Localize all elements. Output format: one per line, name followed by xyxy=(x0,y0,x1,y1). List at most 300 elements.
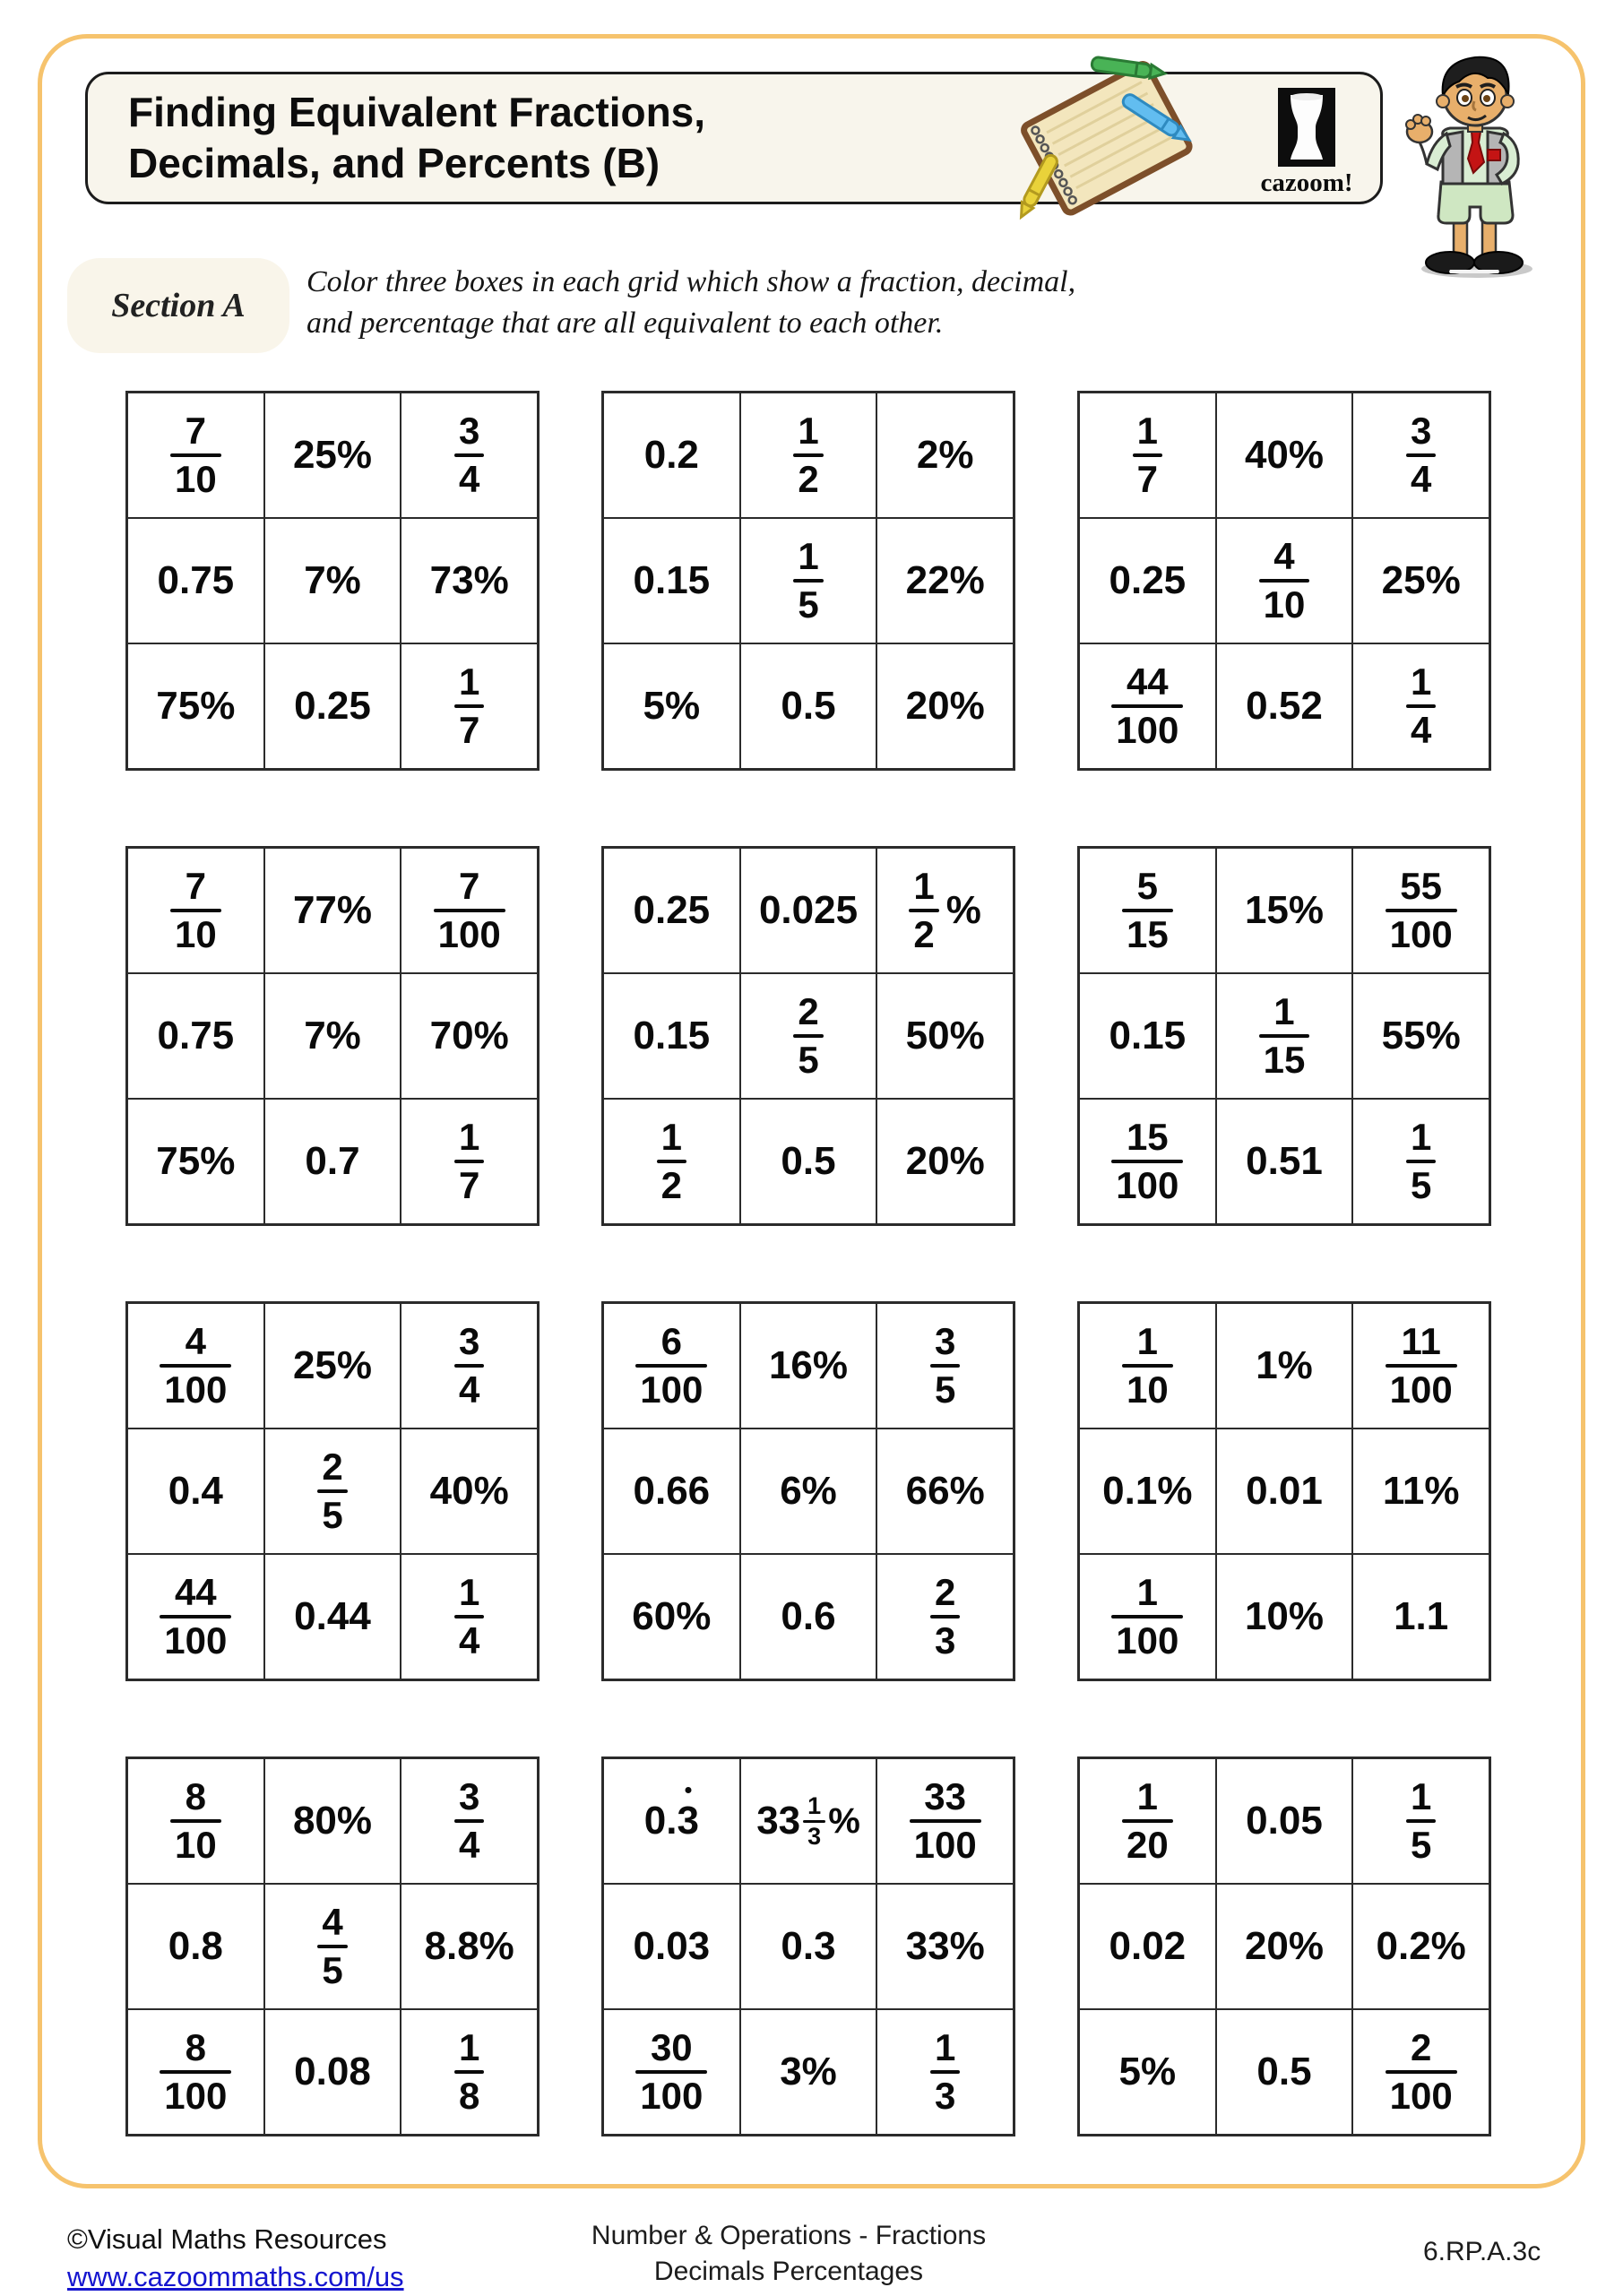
fraction xyxy=(170,411,221,499)
fraction-numerator: 1 xyxy=(807,1791,822,1819)
cell-value: 0.05 xyxy=(1246,1799,1323,1843)
grid-9-cell-7[interactable] xyxy=(1079,1554,1216,1679)
fraction xyxy=(454,2025,484,2117)
fraction xyxy=(803,1791,825,1850)
fraction-numerator: 2 xyxy=(798,989,819,1032)
grid-4-cell-7[interactable] xyxy=(127,1099,264,1224)
grid-4-cell-3[interactable] xyxy=(401,848,538,973)
grid-2-cell-8[interactable] xyxy=(740,643,877,769)
fraction xyxy=(454,1115,484,1206)
grid-5-cell-3[interactable] xyxy=(876,848,1014,973)
fraction-denominator: 7 xyxy=(1136,458,1158,500)
cell-value: 11% xyxy=(1382,1469,1460,1513)
grid-9-cell-8[interactable] xyxy=(1216,1554,1353,1679)
grid-9-cell-2[interactable] xyxy=(1216,1303,1353,1429)
fraction-with-suffix xyxy=(909,864,981,955)
cell-value: 0.025 xyxy=(758,888,859,932)
grid-6-cell-6[interactable] xyxy=(1352,973,1489,1099)
cell-value: 0.6 xyxy=(781,1594,836,1638)
footer-topic xyxy=(520,2218,1058,2290)
fraction xyxy=(434,864,505,955)
equivalence-grid-7 xyxy=(125,1301,540,1681)
fraction-denominator: 5 xyxy=(934,1368,956,1411)
cell-value: 40% xyxy=(429,1469,509,1513)
equivalence-grid-2 xyxy=(601,391,1015,771)
section-a-box xyxy=(67,258,289,353)
fraction-bar xyxy=(635,1364,707,1368)
cell-value: 0.51 xyxy=(1246,1139,1323,1183)
cell-value: 5% xyxy=(643,684,701,728)
notebook-icon xyxy=(1022,62,1191,214)
fraction xyxy=(317,1900,347,1991)
cell-value: 0.25 xyxy=(1109,558,1187,602)
fraction-bar xyxy=(454,1364,484,1368)
fraction-denominator: 100 xyxy=(164,1368,228,1411)
fraction-denominator: 5 xyxy=(1410,1824,1432,1866)
fraction xyxy=(793,989,823,1081)
cell-value: 22% xyxy=(905,558,985,602)
title-line-1: Finding Equivalent Fractions, xyxy=(128,89,706,135)
fraction-numerator: 1 xyxy=(1136,409,1158,452)
fraction xyxy=(160,1319,231,1411)
fraction-denominator: 10 xyxy=(174,458,217,500)
cell-value: 0.5 xyxy=(781,684,836,728)
cell-value: 40% xyxy=(1244,433,1325,477)
grid-6-cell-3[interactable] xyxy=(1352,848,1489,973)
grid-1-cell-4[interactable] xyxy=(127,518,264,643)
recurring-digit: 3 xyxy=(677,1799,698,1843)
fraction xyxy=(909,864,938,955)
cell-value: 60% xyxy=(632,1594,712,1638)
fraction-numerator: 1 xyxy=(1136,1570,1158,1613)
cell-value: 15% xyxy=(1244,888,1325,932)
cell-value: 0.4 xyxy=(168,1469,223,1513)
fraction xyxy=(1406,411,1436,499)
grid-7-cell-8[interactable] xyxy=(264,1554,401,1679)
fraction-numerator: 44 xyxy=(174,1570,217,1613)
fraction-bar xyxy=(1406,704,1436,708)
fraction xyxy=(1386,1319,1457,1411)
grid-1-cell-6[interactable] xyxy=(401,518,538,643)
fraction-numerator: 1 xyxy=(1136,1774,1158,1817)
grid-2-cell-3[interactable] xyxy=(876,393,1014,518)
grid-7-cell-4[interactable] xyxy=(127,1429,264,1554)
fraction xyxy=(1133,411,1162,499)
fraction-bar xyxy=(930,1615,960,1618)
fraction-numerator: 1 xyxy=(1273,989,1295,1032)
fraction-numerator: 44 xyxy=(1126,660,1169,703)
fraction-denominator: 7 xyxy=(458,1164,480,1206)
cell-value: 1.1 xyxy=(1394,1594,1449,1638)
fraction-numerator: 1 xyxy=(798,409,819,452)
grid-10-cell-4[interactable] xyxy=(127,1884,264,2009)
cell-value: 5% xyxy=(1118,2050,1177,2093)
grid-4-cell-8[interactable] xyxy=(264,1099,401,1224)
cell-value: 0.44 xyxy=(294,1594,371,1638)
cell-value: 16% xyxy=(768,1343,849,1387)
grid-7-cell-3[interactable] xyxy=(401,1303,538,1429)
percent-sign: % xyxy=(828,1800,860,1841)
grid-7-cell-2[interactable] xyxy=(264,1303,401,1429)
fraction-bar xyxy=(793,453,823,457)
grid-4-cell-2[interactable] xyxy=(264,848,401,973)
fraction-numerator: 30 xyxy=(650,2025,693,2068)
fraction xyxy=(930,1319,960,1411)
fraction-numerator: 2 xyxy=(322,1445,343,1488)
grid-10-cell-8[interactable] xyxy=(264,2009,401,2135)
grid-5-cell-1[interactable] xyxy=(603,848,740,973)
mixed-number xyxy=(756,1791,860,1850)
grid-8-cell-7[interactable] xyxy=(603,1554,740,1679)
cell-value: 0.15 xyxy=(1109,1014,1187,1057)
fraction-bar xyxy=(454,1819,484,1823)
fraction-numerator: 55 xyxy=(1400,864,1443,907)
fraction xyxy=(454,1774,484,1866)
grid-10-cell-5[interactable] xyxy=(264,1884,401,2009)
fraction-numerator: 3 xyxy=(458,1319,480,1362)
grid-8-cell-8[interactable] xyxy=(740,1554,877,1679)
grid-2-cell-7[interactable] xyxy=(603,643,740,769)
cell-value: 0.25 xyxy=(633,888,711,932)
grid-5-cell-7[interactable] xyxy=(603,1099,740,1224)
grid-5-cell-8[interactable] xyxy=(740,1099,877,1224)
grid-9-cell-4[interactable] xyxy=(1079,1429,1216,1554)
grid-3-cell-7[interactable] xyxy=(1079,643,1216,769)
fraction xyxy=(657,1115,686,1206)
grid-6-cell-5[interactable] xyxy=(1216,973,1353,1099)
grid-8-cell-3[interactable] xyxy=(876,1303,1014,1429)
grid-3-cell-5[interactable] xyxy=(1216,518,1353,643)
grid-11-cell-6[interactable] xyxy=(876,1884,1014,2009)
fraction-numerator: 1 xyxy=(798,534,819,577)
cell-value: 75% xyxy=(156,684,236,728)
fraction-denominator: 100 xyxy=(913,1824,977,1866)
grid-9-cell-6[interactable] xyxy=(1352,1429,1489,1554)
grid-5-cell-6[interactable] xyxy=(876,973,1014,1099)
fraction-denominator: 4 xyxy=(458,1619,480,1662)
section-label: Section A xyxy=(111,287,246,324)
grid-9-cell-1[interactable] xyxy=(1079,1303,1216,1429)
fraction xyxy=(793,411,823,499)
cell-value: 6% xyxy=(780,1469,837,1513)
grid-8-cell-5[interactable] xyxy=(740,1429,877,1554)
grid-5-cell-9[interactable] xyxy=(876,1099,1014,1224)
fraction-numerator: 15 xyxy=(1126,1115,1169,1158)
topic-line-2: Decimals Percentages xyxy=(653,2257,924,2286)
grid-12-cell-2[interactable] xyxy=(1216,1758,1353,1884)
cell-value: 73% xyxy=(429,558,509,602)
fraction-denominator: 15 xyxy=(1126,913,1169,955)
cell-value: 33% xyxy=(905,1924,985,1968)
grid-3-cell-6[interactable] xyxy=(1352,518,1489,643)
grid-11-cell-5[interactable] xyxy=(740,1884,877,2009)
grid-4-cell-1[interactable] xyxy=(127,848,264,973)
title-line-2: Decimals, and Percents (B) xyxy=(128,140,660,186)
fraction-bar xyxy=(1386,1364,1457,1368)
fraction-numerator: 8 xyxy=(185,1774,206,1817)
grid-2-cell-4[interactable] xyxy=(603,518,740,643)
fraction-denominator: 5 xyxy=(322,1949,343,1991)
fraction-denominator: 5 xyxy=(798,583,819,626)
grid-5-cell-5[interactable] xyxy=(740,973,877,1099)
fraction-bar xyxy=(1406,453,1436,457)
grid-11-cell-1[interactable] xyxy=(603,1758,740,1884)
fraction xyxy=(1386,864,1457,955)
grid-8-cell-9[interactable] xyxy=(876,1554,1014,1679)
grid-12-cell-5[interactable] xyxy=(1216,1884,1353,2009)
equivalence-grid-3 xyxy=(1077,391,1491,771)
fraction-bar xyxy=(793,579,823,583)
grid-11-cell-3[interactable] xyxy=(876,1758,1014,1884)
recurring-dot xyxy=(685,1787,691,1793)
cell-value: 20% xyxy=(1244,1924,1325,1968)
instruction-text xyxy=(306,262,1310,344)
grid-1-cell-5[interactable] xyxy=(264,518,401,643)
fraction-numerator: 5 xyxy=(1136,864,1158,907)
grid-5-cell-2[interactable] xyxy=(740,848,877,973)
fraction-numerator: 3 xyxy=(1410,409,1432,452)
grid-8-cell-4[interactable] xyxy=(603,1429,740,1554)
fraction xyxy=(930,2025,960,2117)
cell-value: 0.5 xyxy=(781,1139,836,1183)
grid-1-cell-1[interactable] xyxy=(127,393,264,518)
grid-1-cell-2[interactable] xyxy=(264,393,401,518)
grid-8-cell-6[interactable] xyxy=(876,1429,1014,1554)
grid-6-cell-9[interactable] xyxy=(1352,1099,1489,1224)
fraction-denominator: 15 xyxy=(1263,1039,1306,1081)
cell-value: 0.5 xyxy=(1256,2050,1312,2093)
grid-11-cell-4[interactable] xyxy=(603,1884,740,2009)
fraction xyxy=(930,1570,960,1662)
grid-2-cell-9[interactable] xyxy=(876,643,1014,769)
grid-6-cell-2[interactable] xyxy=(1216,848,1353,973)
mixed-whole: 33 xyxy=(756,1799,801,1843)
fraction-numerator: 3 xyxy=(458,1774,480,1817)
fraction-bar xyxy=(170,1819,221,1823)
grid-8-cell-1[interactable] xyxy=(603,1303,740,1429)
grid-6-cell-7[interactable] xyxy=(1079,1099,1216,1224)
fraction-denominator: 8 xyxy=(458,2075,480,2117)
fraction-bar xyxy=(1111,1615,1183,1618)
grid-6-cell-8[interactable] xyxy=(1216,1099,1353,1224)
fraction-numerator: 3 xyxy=(934,1319,956,1362)
fraction-denominator: 3 xyxy=(807,1822,822,1850)
fraction-bar xyxy=(170,909,221,912)
fraction-denominator: 20 xyxy=(1126,1824,1169,1866)
grid-2-cell-2[interactable] xyxy=(740,393,877,518)
worksheet-title xyxy=(128,87,705,189)
equivalence-grid-1 xyxy=(125,391,540,771)
cell-value: 25% xyxy=(292,1343,373,1387)
equivalence-grid-11 xyxy=(601,1757,1015,2136)
fraction-bar xyxy=(160,1615,231,1618)
grid-6-cell-4[interactable] xyxy=(1079,973,1216,1099)
grid-10-cell-7[interactable] xyxy=(127,2009,264,2135)
grid-7-cell-5[interactable] xyxy=(264,1429,401,1554)
grid-3-cell-4[interactable] xyxy=(1079,518,1216,643)
fraction xyxy=(170,1774,221,1866)
cell-value: 50% xyxy=(905,1014,985,1057)
copyright-text: ©Visual Maths Resources xyxy=(67,2223,387,2255)
grid-7-cell-1[interactable] xyxy=(127,1303,264,1429)
fraction-numerator: 33 xyxy=(924,1774,967,1817)
fraction-bar xyxy=(1259,1034,1310,1038)
cell-value: 0.52 xyxy=(1246,684,1323,728)
grid-9-cell-5[interactable] xyxy=(1216,1429,1353,1554)
fraction-bar xyxy=(454,1160,484,1163)
fraction-numerator: 8 xyxy=(185,2025,206,2068)
fraction-denominator: 100 xyxy=(1389,1368,1453,1411)
fraction xyxy=(793,534,823,626)
grid-11-cell-7[interactable] xyxy=(603,2009,740,2135)
grid-12-cell-3[interactable] xyxy=(1352,1758,1489,1884)
fraction-numerator: 1 xyxy=(913,864,935,907)
fraction-bar xyxy=(454,453,484,457)
grid-10-cell-1[interactable] xyxy=(127,1758,264,1884)
notebook-illustration xyxy=(1002,43,1217,222)
fraction-bar xyxy=(1111,704,1183,708)
fraction-bar xyxy=(793,1034,823,1038)
topic-line-1: Number & Operations - Fractions xyxy=(591,2221,987,2250)
grid-4-cell-6[interactable] xyxy=(401,973,538,1099)
grid-1-cell-8[interactable] xyxy=(264,643,401,769)
grid-7-cell-9[interactable] xyxy=(401,1554,538,1679)
fraction-bar xyxy=(909,909,938,912)
grid-5-cell-4[interactable] xyxy=(603,973,740,1099)
cell-value: 0.02 xyxy=(1109,1924,1187,1968)
fraction xyxy=(635,2025,707,2117)
grid-12-cell-8[interactable] xyxy=(1216,2009,1353,2135)
fraction-denominator: 100 xyxy=(1116,1164,1179,1206)
fraction-bar xyxy=(317,1489,347,1493)
cell-value: 0.75 xyxy=(157,1014,235,1057)
recurring-decimal: 0.3 xyxy=(644,1799,699,1843)
grid-9-cell-9[interactable] xyxy=(1352,1554,1489,1679)
grid-4-cell-5[interactable] xyxy=(264,973,401,1099)
fraction-denominator: 2 xyxy=(660,1164,682,1206)
grid-8-cell-2[interactable] xyxy=(740,1303,877,1429)
grid-12-cell-1[interactable] xyxy=(1079,1758,1216,1884)
fraction-bar xyxy=(1133,453,1162,457)
website-link[interactable]: www.cazoommaths.com/us xyxy=(67,2261,404,2292)
fraction-numerator: 1 xyxy=(458,1570,480,1613)
fraction-numerator: 1 xyxy=(1410,660,1432,703)
equivalence-grid-4 xyxy=(125,846,540,1226)
fraction-denominator: 7 xyxy=(458,709,480,751)
grid-12-cell-9[interactable] xyxy=(1352,2009,1489,2135)
grid-2-cell-6[interactable] xyxy=(876,518,1014,643)
cell-value: 0.25 xyxy=(294,684,371,728)
fraction xyxy=(1406,1115,1436,1206)
grid-10-cell-2[interactable] xyxy=(264,1758,401,1884)
fraction-numerator: 7 xyxy=(458,864,480,907)
grid-2-cell-1[interactable] xyxy=(603,393,740,518)
cell-value: 0.2% xyxy=(1376,1924,1466,1968)
fraction xyxy=(1259,989,1310,1081)
fraction-numerator: 1 xyxy=(660,1115,682,1158)
cell-value: 0.01 xyxy=(1246,1469,1323,1513)
fraction-bar xyxy=(434,909,505,912)
grid-11-cell-8[interactable] xyxy=(740,2009,877,2135)
fraction-numerator: 1 xyxy=(1410,1774,1432,1817)
instruction-line-1: Color three boxes in each grid which show a fraction, decimal, xyxy=(306,265,1076,298)
fraction-denominator: 100 xyxy=(640,2075,704,2117)
fraction-bar xyxy=(170,453,221,457)
grid-7-cell-6[interactable] xyxy=(401,1429,538,1554)
grid-1-cell-7[interactable] xyxy=(127,643,264,769)
grid-10-cell-6[interactable] xyxy=(401,1884,538,2009)
fraction xyxy=(454,1570,484,1662)
cell-value: 7% xyxy=(304,558,361,602)
grid-10-cell-9[interactable] xyxy=(401,2009,538,2135)
grid-12-cell-4[interactable] xyxy=(1079,1884,1216,2009)
grid-7-cell-7[interactable] xyxy=(127,1554,264,1679)
fraction-bar xyxy=(930,2070,960,2074)
grid-11-cell-9[interactable] xyxy=(876,2009,1014,2135)
fraction xyxy=(1406,1774,1436,1866)
fraction-denominator: 4 xyxy=(458,1824,480,1866)
equivalence-grid-8 xyxy=(601,1301,1015,1681)
cell-value: 0.3 xyxy=(781,1924,836,1968)
cell-value: 0.15 xyxy=(633,1014,711,1057)
fraction-bar xyxy=(1386,2070,1457,2074)
grid-4-cell-9[interactable] xyxy=(401,1099,538,1224)
cell-value: 0.66 xyxy=(633,1469,711,1513)
fraction-denominator: 100 xyxy=(1116,1619,1179,1662)
fraction-numerator: 1 xyxy=(458,2025,480,2068)
grid-3-cell-9[interactable] xyxy=(1352,643,1489,769)
grid-6-cell-1[interactable] xyxy=(1079,848,1216,973)
standard-code: 6.RP.A.3c xyxy=(1423,2237,1541,2266)
grid-10-cell-3[interactable] xyxy=(401,1758,538,1884)
cell-value: 20% xyxy=(905,1139,985,1183)
grid-3-cell-1[interactable] xyxy=(1079,393,1216,518)
fraction xyxy=(1111,1570,1183,1662)
cell-value: 10% xyxy=(1244,1594,1325,1638)
grid-12-cell-7[interactable] xyxy=(1079,2009,1216,2135)
grid-3-cell-8[interactable] xyxy=(1216,643,1353,769)
fraction-bar xyxy=(1122,909,1173,912)
fraction-denominator: 10 xyxy=(174,913,217,955)
fraction xyxy=(1122,1319,1173,1411)
grid-1-cell-9[interactable] xyxy=(401,643,538,769)
footer-left xyxy=(67,2221,404,2296)
grid-12-cell-6[interactable] xyxy=(1352,1884,1489,2009)
fraction-denominator: 100 xyxy=(437,913,501,955)
fraction-denominator: 100 xyxy=(164,2075,228,2117)
cell-value: 70% xyxy=(429,1014,509,1057)
grid-1-cell-3[interactable] xyxy=(401,393,538,518)
fraction xyxy=(1111,662,1183,750)
cell-value: 0.08 xyxy=(294,2050,371,2093)
fraction-numerator: 6 xyxy=(660,1319,682,1362)
grid-4-cell-4[interactable] xyxy=(127,973,264,1099)
grid-2-cell-5[interactable] xyxy=(740,518,877,643)
equivalence-grid-6 xyxy=(1077,846,1491,1226)
fraction xyxy=(1259,534,1310,626)
grid-9-cell-3[interactable] xyxy=(1352,1303,1489,1429)
fraction-numerator: 4 xyxy=(185,1319,206,1362)
fraction-numerator: 4 xyxy=(322,1900,343,1943)
grid-11-cell-2[interactable] xyxy=(740,1758,877,1884)
cell-value: 75% xyxy=(156,1139,236,1183)
fraction-bar xyxy=(1386,909,1457,912)
fraction-denominator: 4 xyxy=(1410,709,1432,751)
grid-3-cell-3[interactable] xyxy=(1352,393,1489,518)
grid-3-cell-2[interactable] xyxy=(1216,393,1353,518)
fraction xyxy=(454,1319,484,1411)
fraction-denominator: 100 xyxy=(640,1368,704,1411)
